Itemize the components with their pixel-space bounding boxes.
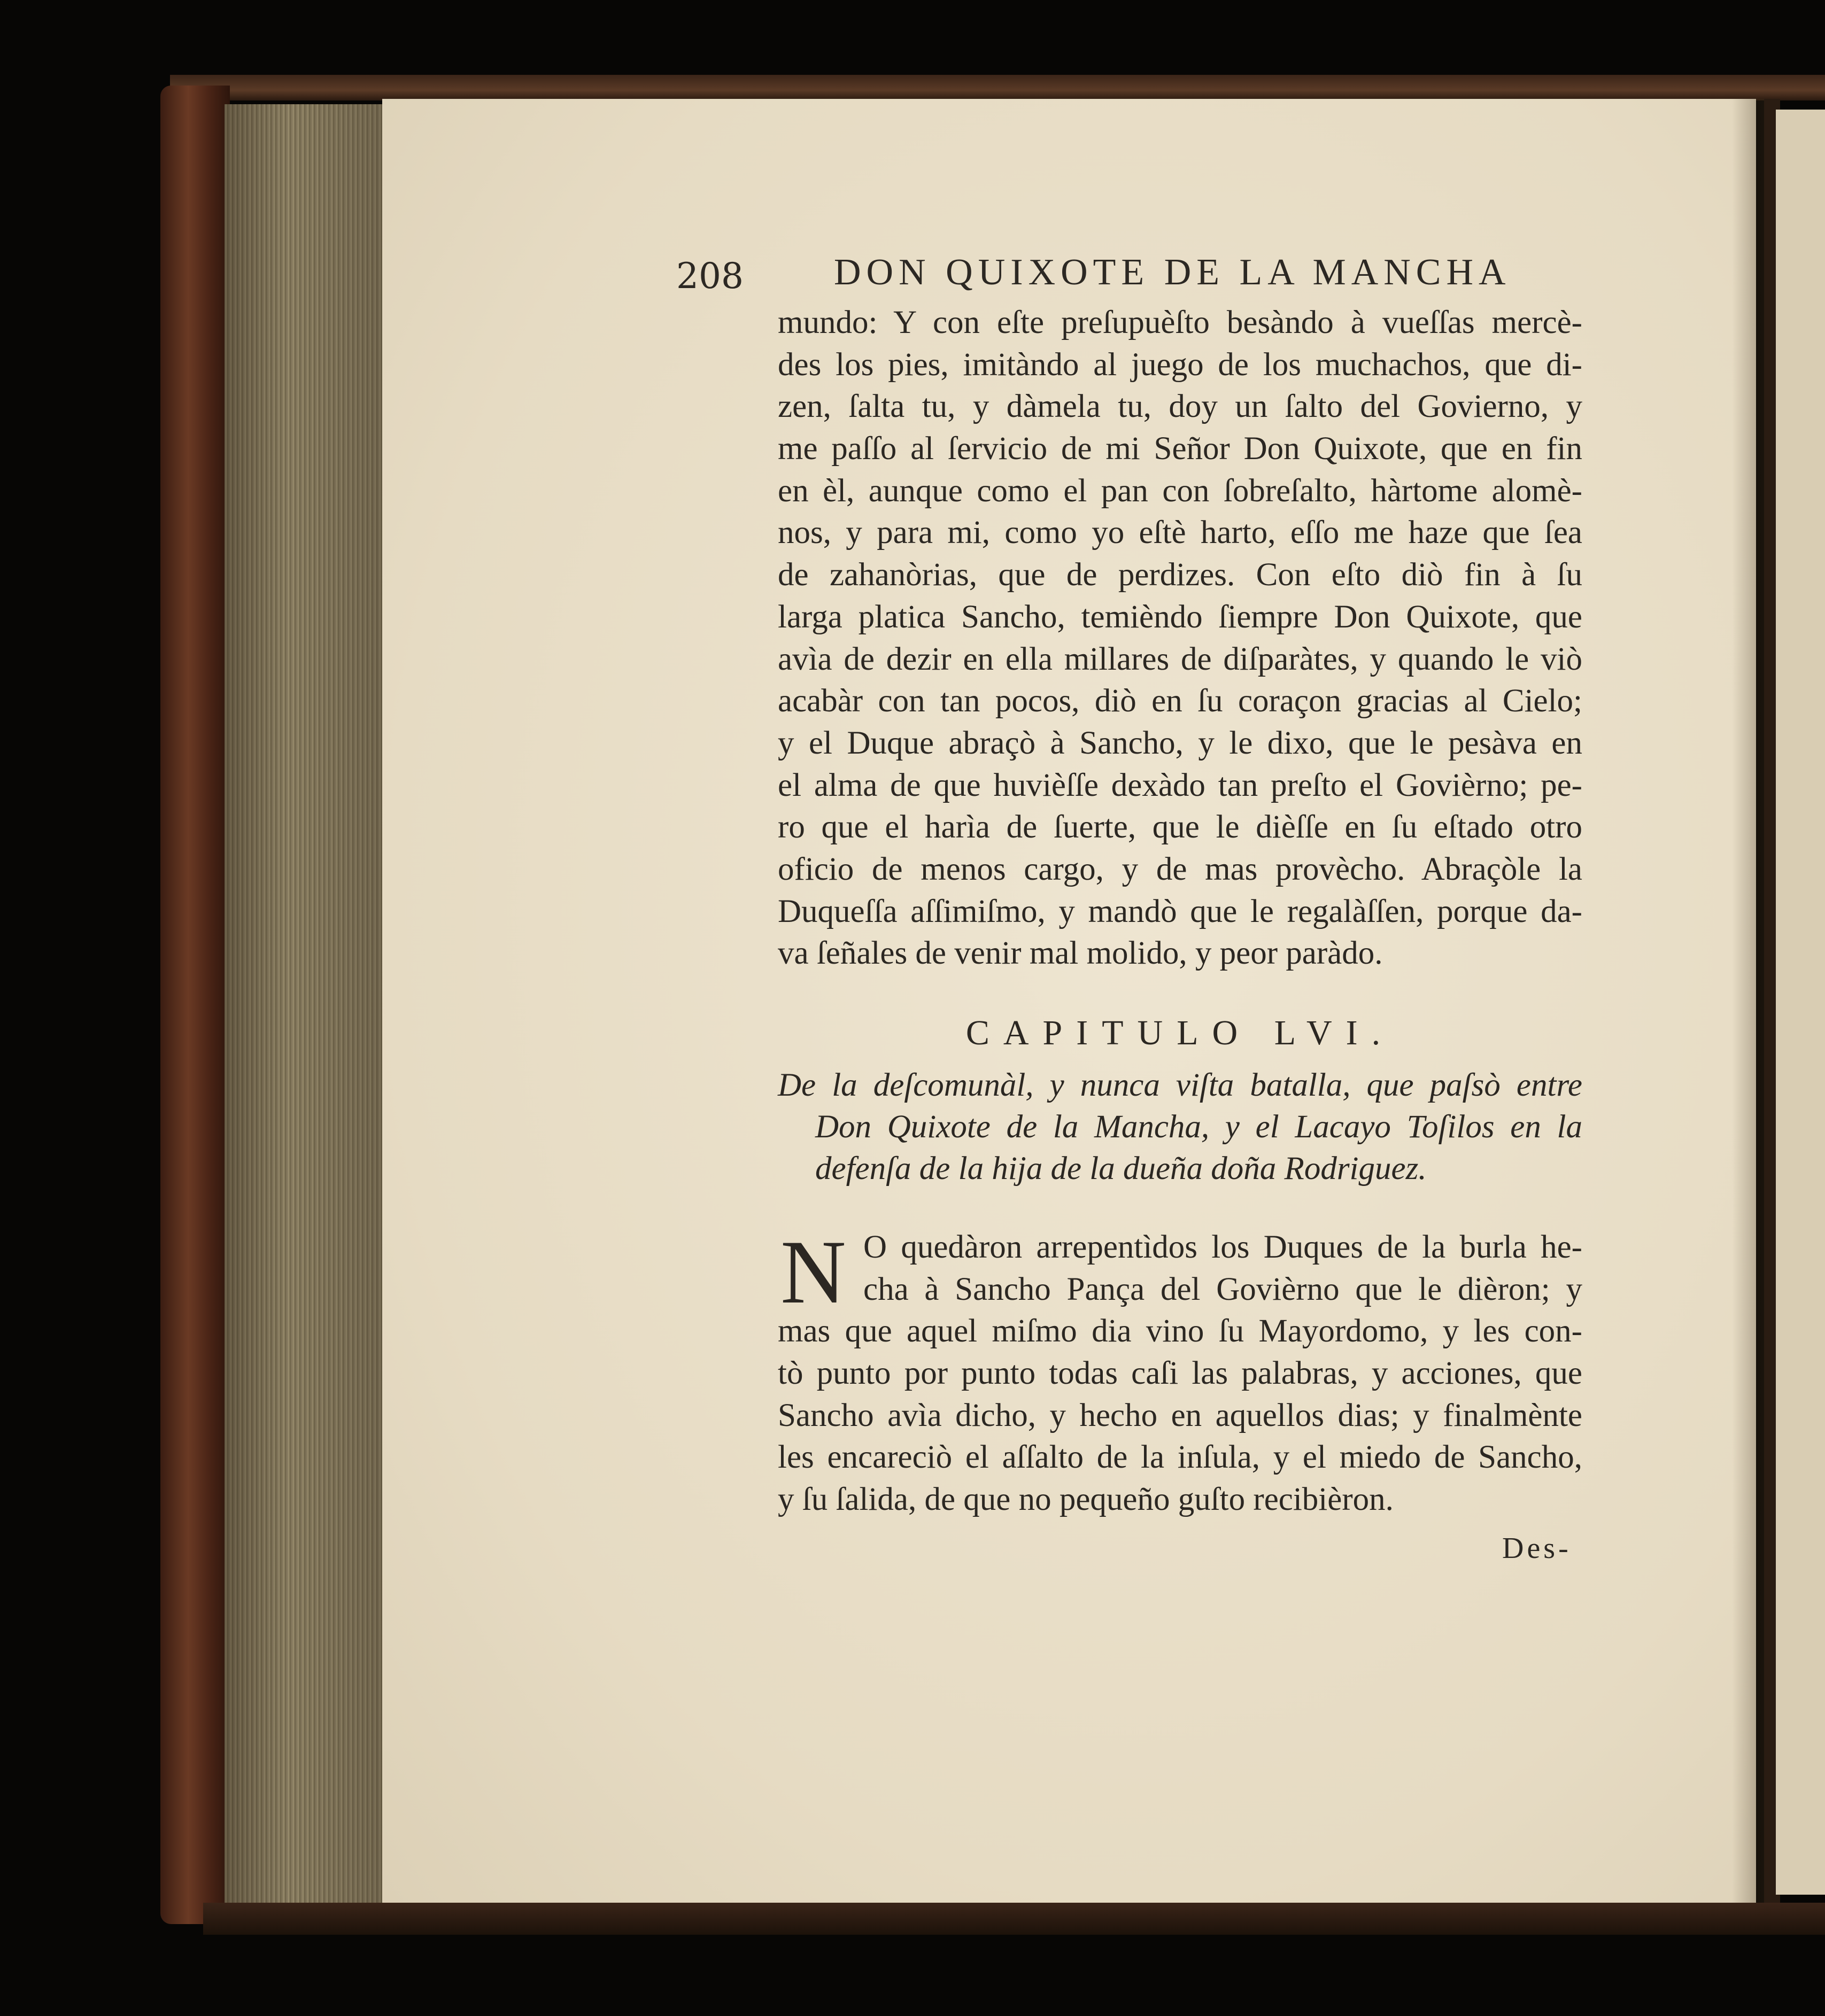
text-line: va ſeñales de venir mal molido, y peor paràdo.: [778, 935, 1383, 972]
text-line: Duqueſſa aſſimiſmo, y mandò que le regalàſſen, porque da-: [778, 893, 1582, 929]
paragraph-1: [778, 302, 1582, 975]
running-title: DON QUIXOTE DE LA MANCHA: [834, 252, 1511, 293]
text-line: Sancho avìa dicho, y hecho en aquellos dias; y finalmènte: [778, 1397, 1582, 1433]
chapter-title: CAPITULO LVI.: [965, 1013, 1395, 1052]
text-line: me paſſo al ſervicio de mi Señor Don Quixote, que en fin: [778, 431, 1582, 467]
book-binding-top: [170, 75, 1825, 100]
chapter-subtitle: [778, 1065, 1582, 1190]
text-line: oficio de menos cargo, y de mas provècho. Abraçòle la: [778, 851, 1582, 887]
text-line: de zahanòrias, que de perdizes. Con eſto diò fin à ſu: [778, 557, 1582, 593]
text-line: des los pies, imitàndo al juego de los muchachos, que di-: [778, 346, 1582, 383]
text-line: mas que aquel miſmo dia vino ſu Mayordomo, y les con-: [778, 1313, 1582, 1350]
book-binding-bottom: [203, 1903, 1825, 1935]
drop-cap: N: [780, 1222, 846, 1322]
page-edges-shade: [225, 104, 385, 1905]
text-line: acabàr con tan pocos, diò en ſu coraçon gracias al Cielo;: [778, 683, 1582, 719]
text-line: avìa de dezir en ella millares de diſparàtes, y quando le viò: [778, 641, 1582, 677]
subtitle-line: defenſa de la hija de la dueña doña Rodriguez.: [815, 1151, 1427, 1187]
subtitle-line: Don Quixote de la Mancha, y el Lacayo Toſilos en la: [815, 1109, 1582, 1145]
text-line: O quedàron arrepentìdos los Duques de la burla he-: [863, 1229, 1582, 1265]
subtitle-line: De la deſcomunàl, y nunca viſta batalla, que paſsò entre: [778, 1067, 1582, 1103]
text-line: en èl, aunque como el pan con ſobreſalto, hàrtome alomè-: [778, 472, 1582, 509]
text-line: nos, y para mi, como yo eſtè harto, eſſo me haze que ſea: [778, 515, 1582, 551]
text-line: el alma de que huvièſſe dexàdo tan preſto el Govièrno; pe-: [778, 767, 1582, 803]
text-line: tò punto por punto todas caſi las palabras, y acciones, que: [778, 1355, 1582, 1392]
text-line: les encareciò el aſſalto de la inſula, y el miedo de Sancho,: [778, 1439, 1582, 1476]
facing-page-edge: [1776, 110, 1825, 1895]
book-spine: [160, 86, 230, 1924]
text-line: larga platica Sancho, temièndo ſiempre Don Quixote, que: [778, 599, 1582, 635]
paragraph-2: [778, 1222, 1582, 1521]
catchword: Des-: [1502, 1532, 1572, 1565]
text-line: y ſu ſalida, de que no pequeño guſto recibièron.: [778, 1482, 1394, 1518]
text-line: mundo: Y con eſte preſupuèſto besàndo à vueſſas mercè-: [778, 305, 1582, 340]
text-line: cha à Sancho Pança del Govièrno que le dièron; y: [863, 1271, 1582, 1307]
text-line: ro que el harìa de ſuerte, que le dièſſe en ſu eſtado otro: [778, 809, 1582, 846]
text-line: y el Duque abraçò à Sancho, y le dixo, que le pesàva en: [778, 725, 1582, 761]
text-line: zen, ſalta tu, y dàmela tu, doy un ſalto del Govierno, y: [778, 389, 1582, 425]
page-number: 208: [676, 255, 744, 297]
